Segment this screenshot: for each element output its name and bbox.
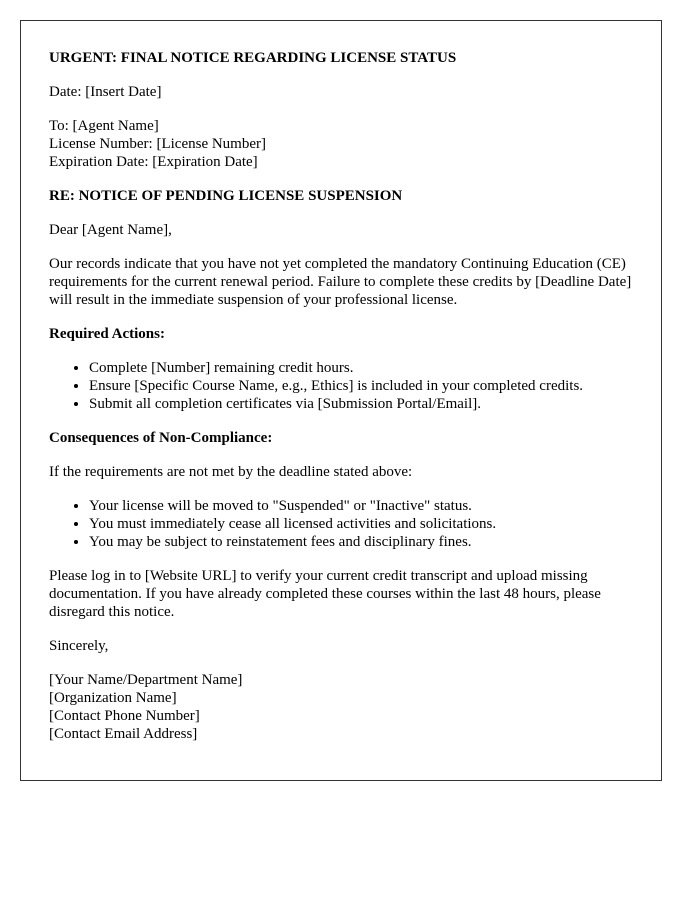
signoff: Sincerely, — [49, 638, 109, 654]
list-item: • Submit all completion certificates via [Submission Portal/Email]. — [89, 395, 632, 413]
subject-line: RE: NOTICE OF PENDING LICENSE SUSPENSION — [49, 188, 403, 204]
consequences-heading: Consequences of Non-Compliance: — [49, 430, 273, 446]
expiration-date: Expiration Date: [Expiration Date] — [49, 154, 258, 170]
signature-phone: [Contact Phone Number] — [49, 708, 200, 724]
license-number: License Number: [License Number] — [49, 136, 266, 152]
recipient-name: To: [Agent Name] — [49, 118, 159, 134]
signature-email: [Contact Email Address] — [49, 726, 198, 742]
recipient-block — [49, 117, 632, 171]
signature-organization: [Organization Name] — [49, 690, 177, 706]
required-actions-heading: Required Actions: — [49, 326, 165, 342]
consequences-list — [49, 497, 632, 551]
signature-name: [Your Name/Department Name] — [49, 672, 243, 688]
list-item: • You may be subject to reinstatement fees and disciplinary fines. — [89, 533, 632, 551]
intro-paragraph: Our records indicate that you have not yet completed the mandatory Continuing Education (CE) requirements for the current renewal period. Failure to complete these credits by [Deadline Date] will result in the immediate suspension of your professional license. — [49, 256, 632, 308]
letter-date: Date: [Insert Date] — [49, 84, 162, 100]
consequences-intro: If the requirements are not met by the deadline stated above: — [49, 464, 413, 480]
letter-title: URGENT: FINAL NOTICE REGARDING LICENSE STATUS — [49, 50, 457, 66]
notice-letter — [20, 20, 662, 781]
required-actions-list — [49, 359, 632, 413]
closing-paragraph: Please log in to [Website URL] to verify your current credit transcript and upload missing documentation. If you have already completed these courses within the last 48 hours, please disregard this notice. — [49, 568, 601, 620]
list-item: • You must immediately cease all licensed activities and solicitations. — [89, 515, 632, 533]
list-item: • Complete [Number] remaining credit hours. — [89, 359, 632, 377]
list-item: • Your license will be moved to "Suspended" or "Inactive" status. — [89, 497, 632, 515]
salutation: Dear [Agent Name], — [49, 222, 172, 238]
signature-block — [49, 671, 632, 743]
list-item: • Ensure [Specific Course Name, e.g., Ethics] is included in your completed credits. — [89, 377, 632, 395]
